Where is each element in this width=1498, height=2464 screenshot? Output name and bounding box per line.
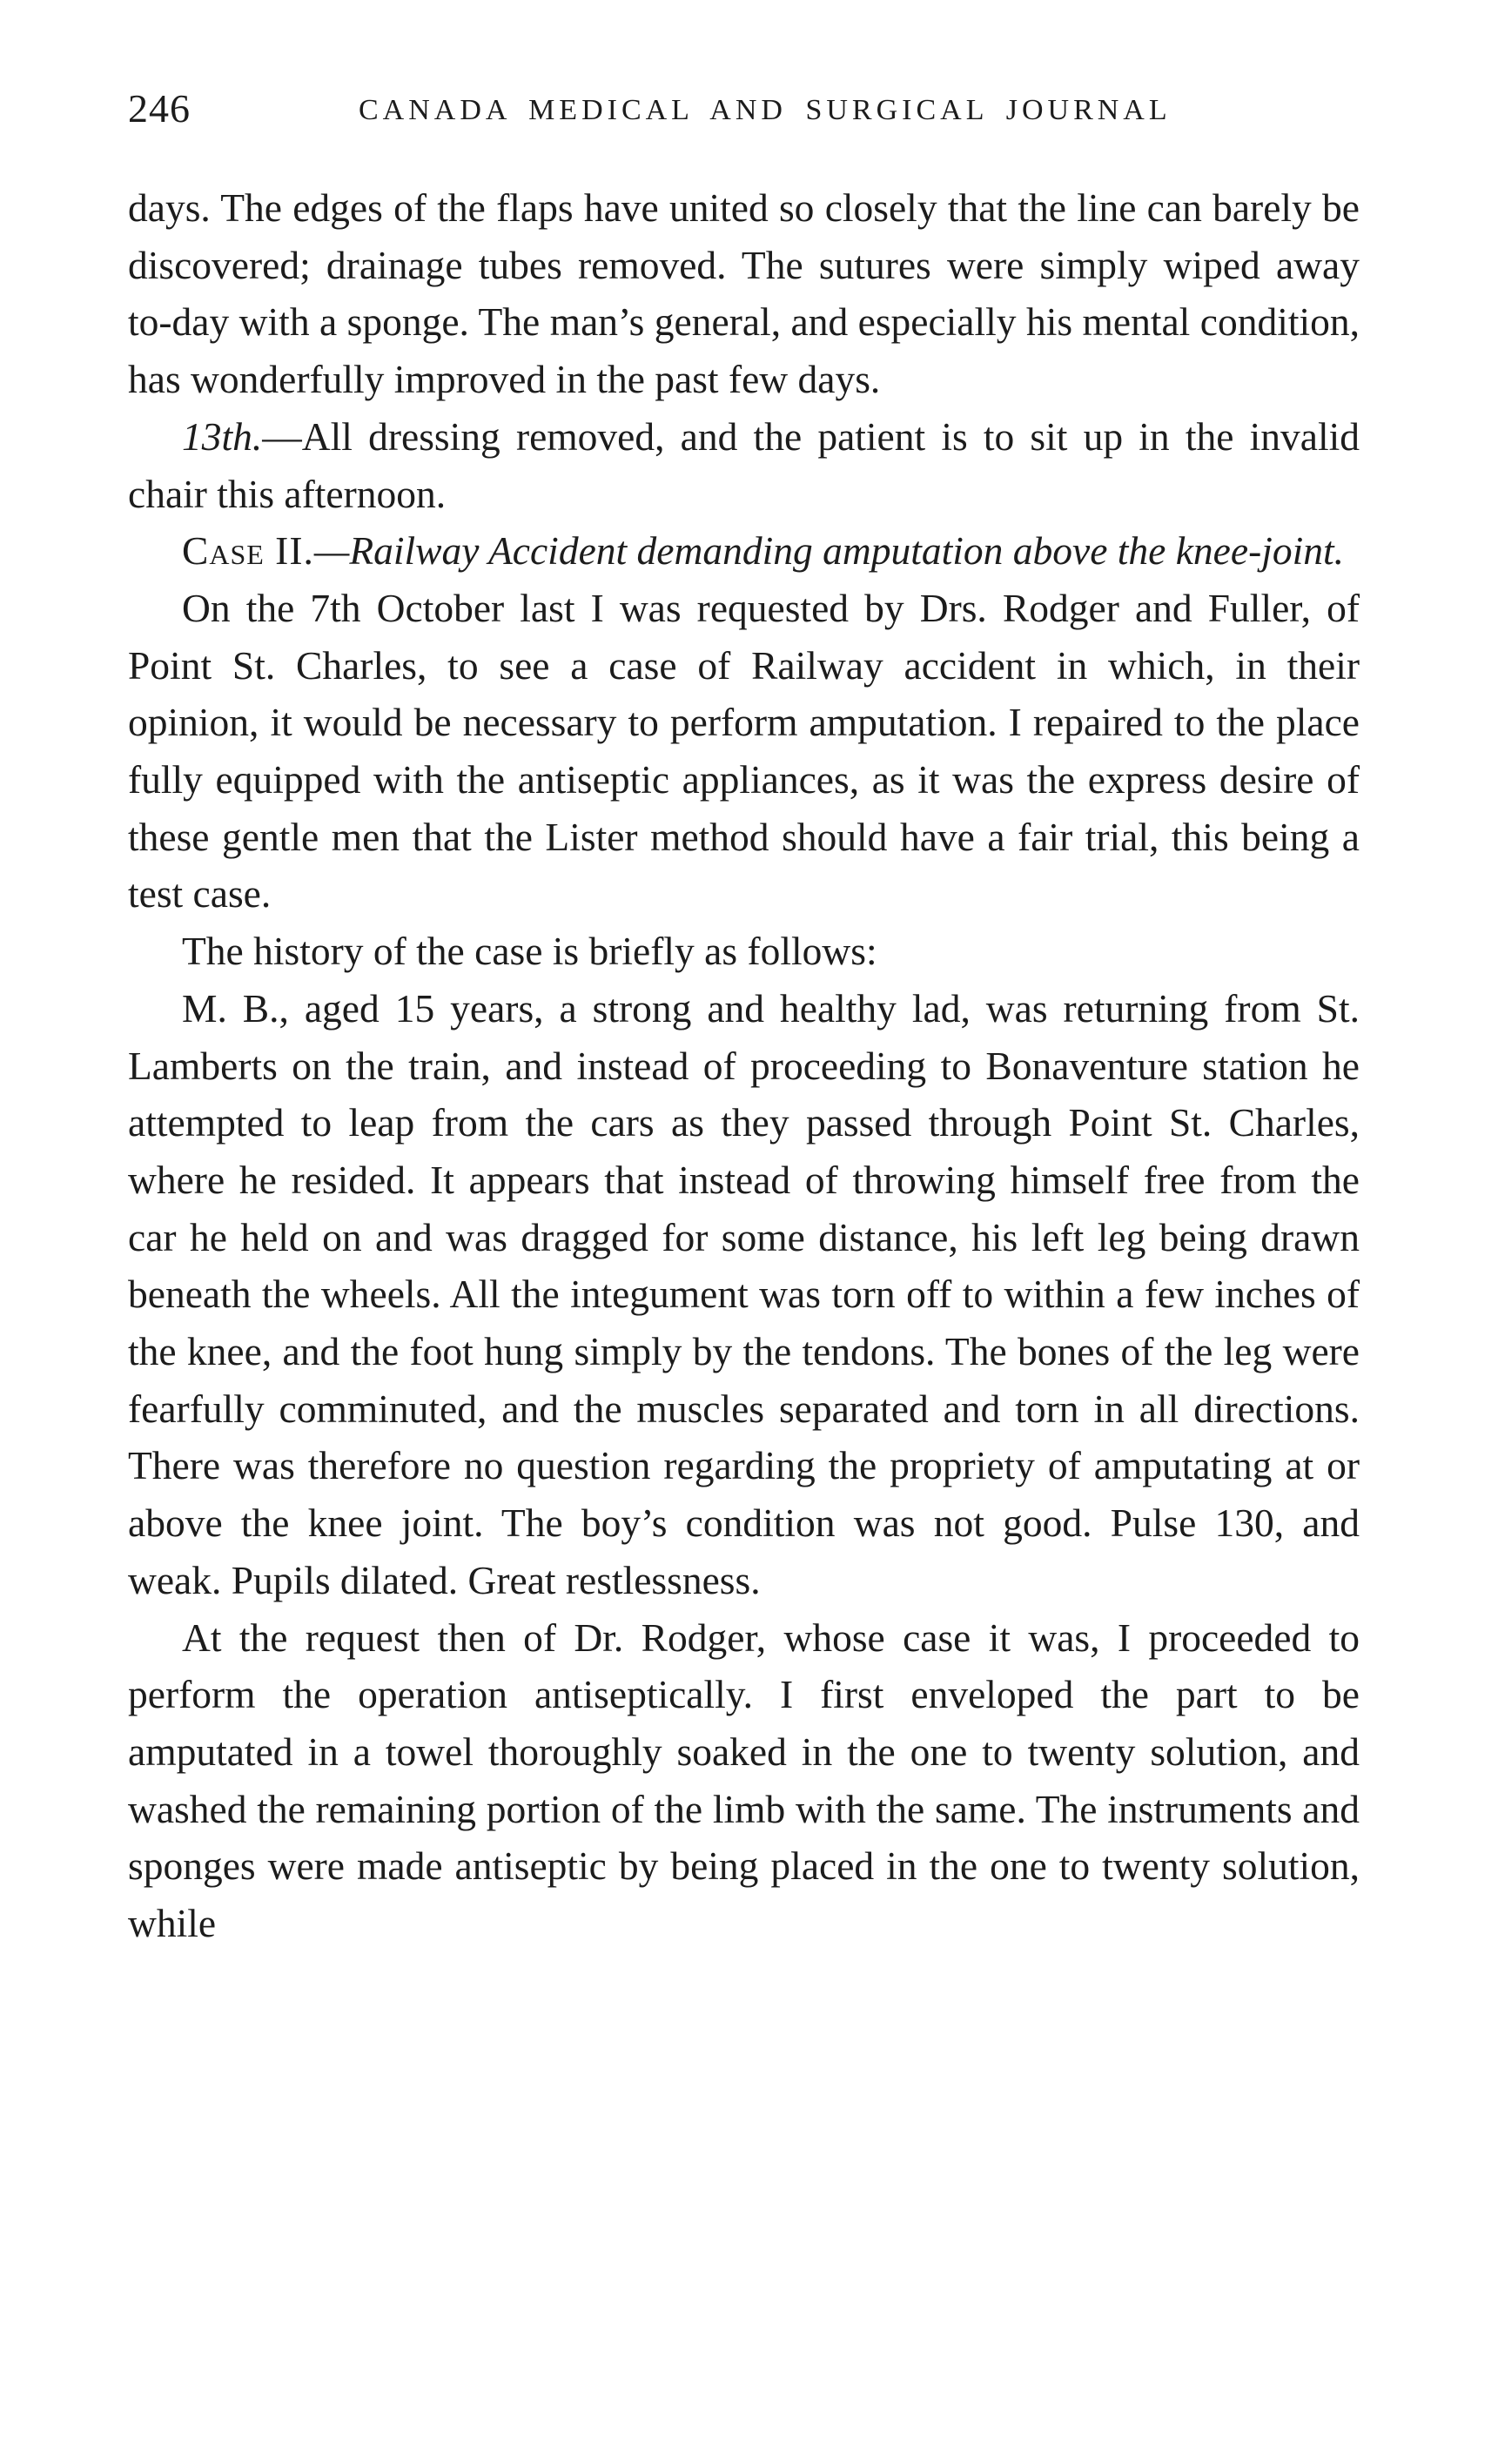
paragraph: M. B., aged 15 years, a strong and healthy lad, was returning from St. Lamberts on the train, and instead of proceeding to Bonaventure station he attempted to leap from the cars as they passed through Point St. Charles, where he resided. It appears that instead of throwing himself free from the car he held on and was dragged for some distance, his left leg being drawn beneath the wheels. All the integument was torn off to within a few inches of the knee, and the foot hung simply by the tendons. The bones of the leg were fearfully comminuted, and the muscles separated and torn in all directions. There was therefore no question regarding the propriety of amputating at or above the knee joint. The boy’s condition was not good. Pulse 130, and weak. Pupils dilated. Great restlessness.: [128, 985, 1360, 1602]
paragraph: At the request then of Dr. Rodger, whose case it was, I proceeded to perform the operation antiseptically. I first enveloped the part to be amputated in a towel thoroughly soaked in the one to twenty solution, and washed the remaining portion of the limb with the same. The instruments and sponges were made antiseptic by being placed in the one to twenty solution, while: [128, 1615, 1360, 1946]
case-title: —Railway Accident demanding amputation above the knee-joint.: [313, 528, 1345, 574]
paragraph: The history of the case is briefly as follows:: [182, 929, 877, 974]
entry-date: 13th.: [182, 413, 263, 459]
journal-page: [128, 85, 1360, 1946]
body-text: [128, 179, 1360, 1952]
paragraph-continuation: days. The edges of the flaps have united so closely that the line can barely be discovered; drainage tubes removed. The sutures were simply wiped away to-day with a sponge. The man’s general, and especially his mental condition, has wonderfully improved in the past few days.: [128, 185, 1360, 402]
page-header: [128, 85, 1360, 146]
page-number: 246: [128, 86, 191, 131]
case-label: Case II.: [182, 528, 314, 574]
case-heading: [128, 522, 1360, 580]
paragraph: On the 7th October last I was requested by Drs. Rodger and Fuller, of Point St. Charles, to see a case of Railway accident in which, in their opinion, it would be necessary to perform amputation. I repaired to the place fully equipped with the antiseptic appliances, as it was the express desire of these gentle men that the Lister method should have a fair trial, this being a test case.: [128, 585, 1360, 916]
running-head: CANADA MEDICAL AND SURGICAL JOURNAL: [359, 94, 1172, 126]
paragraph-dated-entry: [128, 408, 1360, 522]
entry-text: —All dressing removed, and the patient is to sit up in the invalid chair this afternoon.: [128, 413, 1360, 516]
